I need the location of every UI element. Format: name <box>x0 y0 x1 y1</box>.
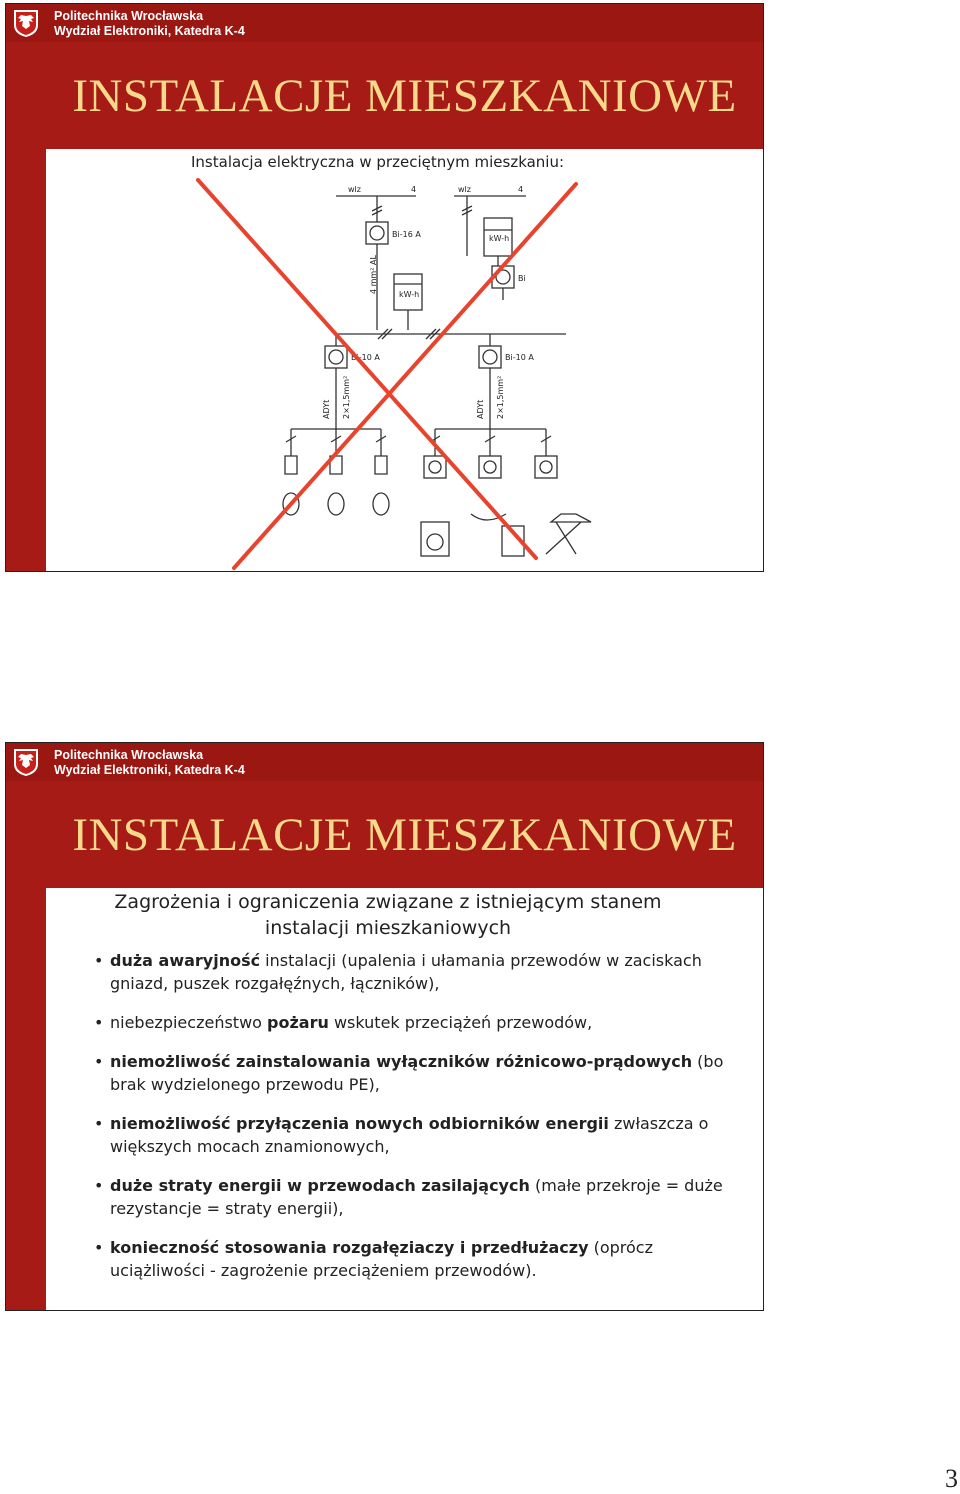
slide-title: INSTALACJE MIESZKANIOWE <box>72 69 737 122</box>
diagram-caption: Instalacja elektryczna w przeciętnym mieszkaniu: <box>191 153 565 171</box>
wiring-diagram <box>46 174 763 571</box>
list-item: • niemożliwość zainstalowania wyłączników różnicowo-prądowych (bo brak wydzielonego przewodu PE), <box>94 1050 734 1096</box>
label-wlz-left: wlz <box>348 185 361 194</box>
label-cable-left-size: 2×1,5mm² <box>342 375 351 419</box>
slide-heading <box>68 889 708 941</box>
slide-2 <box>5 742 764 1311</box>
list-item: • duże straty energii w przewodach zasilających (małe przekroje = duże rezystancje = straty energii), <box>94 1174 734 1220</box>
bullet-list <box>94 949 734 1298</box>
slide-1 <box>5 3 764 572</box>
header-faculty: Wydział Elektroniki, Katedra K-4 <box>54 24 245 38</box>
heading-line-1: Zagrożenia i ograniczenia związane z istniejącym stanem <box>114 891 662 913</box>
heading-line-2: instalacji mieszkaniowych <box>264 917 512 939</box>
page-number: 3 <box>945 1464 958 1493</box>
label-breaker-right: Bi-10 A <box>505 353 534 362</box>
list-item: • niebezpieczeństwo pożaru wskutek przeciążeń przewodów, <box>94 1011 734 1034</box>
label-count-left: 4 <box>411 185 417 194</box>
label-count-right: 4 <box>518 185 524 194</box>
label-breaker-left: Bi-10 A <box>351 353 380 362</box>
label-cable-right-type: ADYt <box>476 399 485 419</box>
slide-title: INSTALACJE MIESZKANIOWE <box>72 808 737 861</box>
cross-line-2 <box>234 184 576 568</box>
label-meter-right: kW-h <box>489 234 510 243</box>
list-item: • konieczność stosowania rozgałęziaczy i przedłużaczy (oprócz uciążliwości - zagrożenie przeciążeniem przewodów). <box>94 1236 734 1282</box>
sidebar-stripe <box>6 781 46 1310</box>
label-breaker-main: Bi-16 A <box>392 230 421 239</box>
label-wlz-right: wlz <box>458 185 471 194</box>
university-eagle-logo <box>10 746 42 778</box>
slide-header <box>6 4 763 42</box>
cross-line-1 <box>198 180 536 558</box>
label-cable-main: 4 mm² AL <box>369 255 378 294</box>
university-eagle-logo <box>10 7 42 39</box>
label-meter-left: kW-h <box>399 290 420 299</box>
header-faculty: Wydział Elektroniki, Katedra K-4 <box>54 763 245 777</box>
label-cable-right-size: 2×1,5mm² <box>496 375 505 419</box>
list-item: • niemożliwość przyłączenia nowych odbiorników energii zwłaszcza o większych mocach znamionowych, <box>94 1112 734 1158</box>
label-breaker-right-top: Bi <box>518 274 526 283</box>
sidebar-stripe <box>6 42 46 571</box>
slide-header <box>6 743 763 781</box>
header-university: Politechnika Wrocławska <box>54 9 204 23</box>
header-university: Politechnika Wrocławska <box>54 748 204 762</box>
label-cable-left-type: ADYt <box>322 399 331 419</box>
list-item: • duża awaryjność instalacji (upalenia i ułamania przewodów w zaciskach gniazd, puszek rozgałęźnych, łączników), <box>94 949 734 995</box>
